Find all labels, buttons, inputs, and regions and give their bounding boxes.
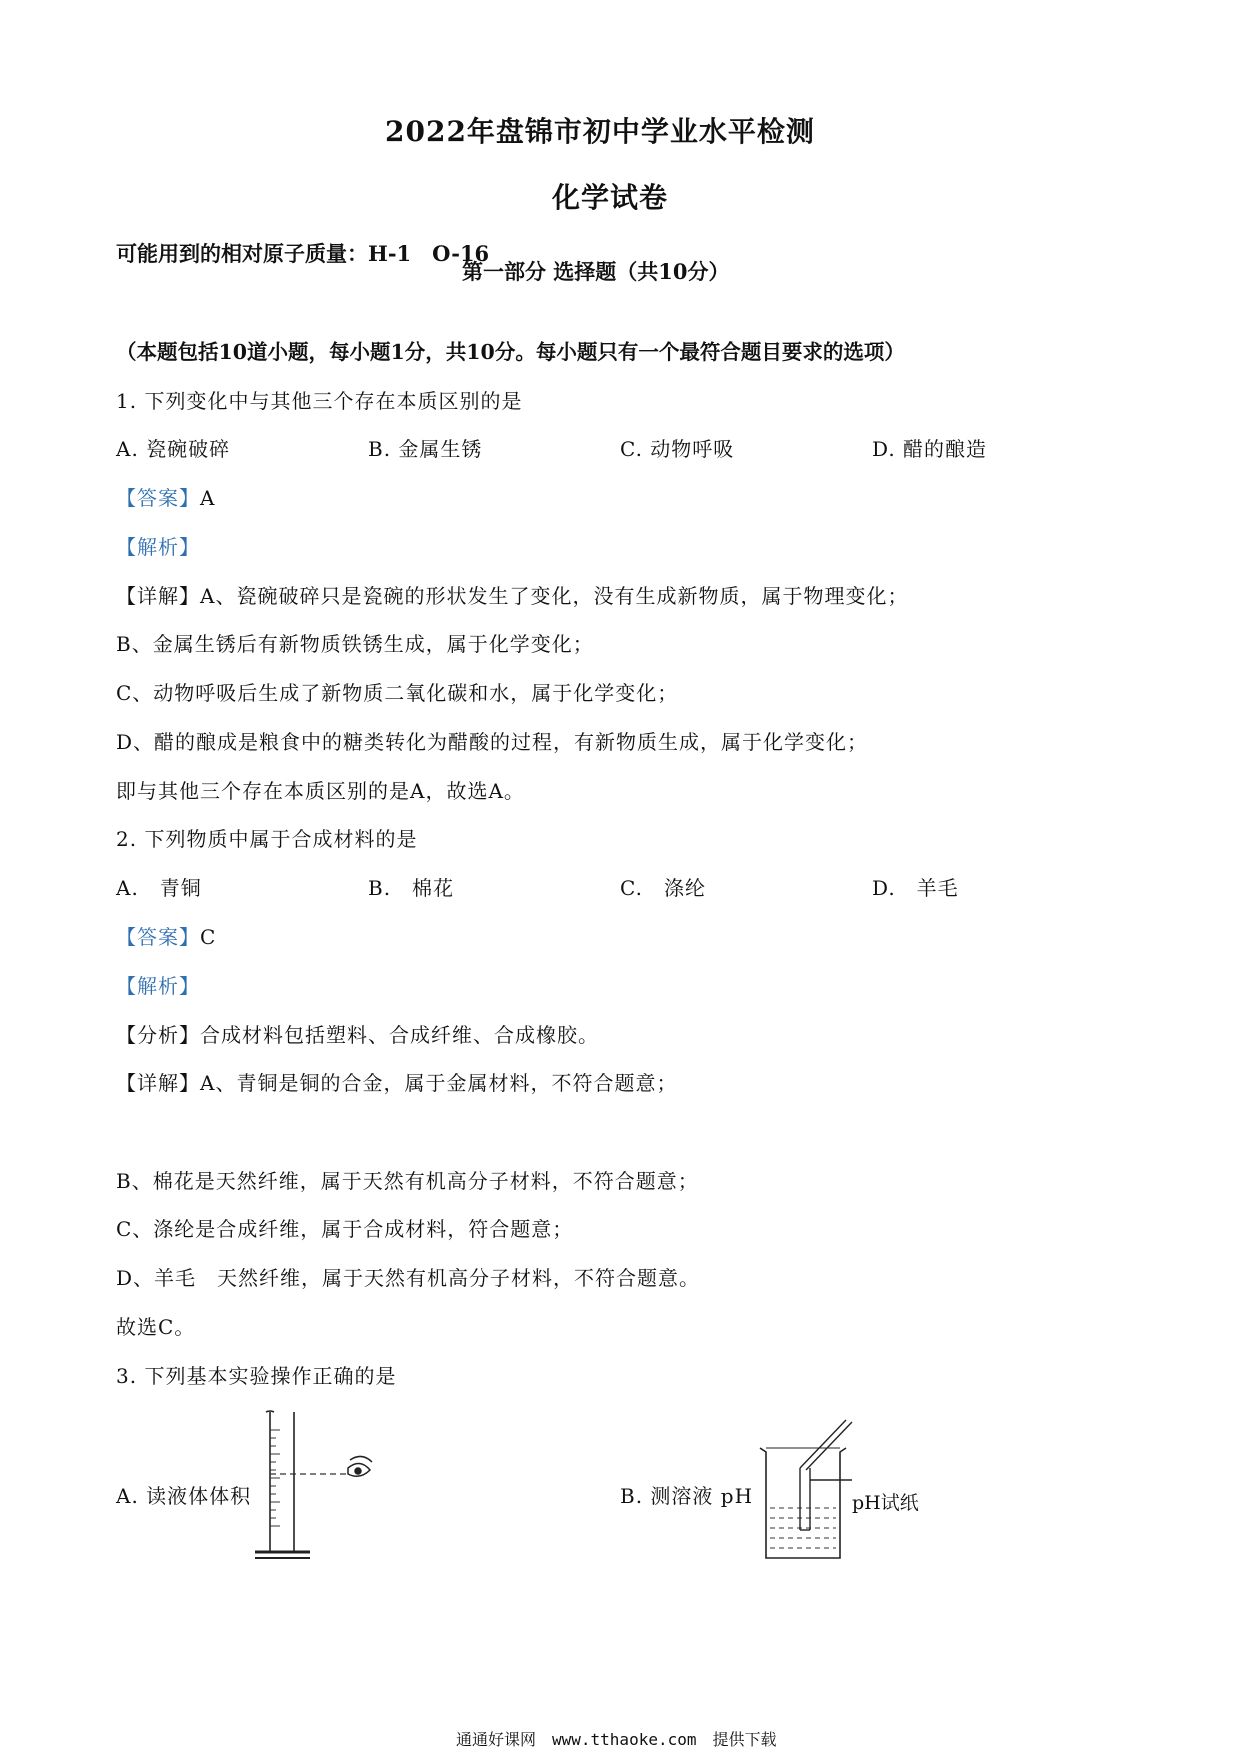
q1-stem: 1. 下列变化中与其他三个存在本质区别的是 [116,389,523,413]
q2-option-b: B. 棉花 [368,876,455,900]
q1-detail-a-line [116,580,908,609]
q2-fenxi: 合成材料包括塑料、合成纤维、合成橡胶。 [200,1023,599,1047]
q1-answer-tag: 【答案】 [116,486,200,510]
q2-answer-tag: 【答案】 [116,925,200,949]
q2-stem: 2. 下列物质中属于合成材料的是 [116,827,418,851]
q3-option-a: A. 读液体体积 [116,1484,252,1508]
q3-stem: 3. 下列基本实验操作正确的是 [116,1364,397,1388]
q2-conclusion: 故选C。 [116,1315,196,1339]
q2-analysis-tag: 【解析】 [116,974,200,998]
q2-detail-a: A、青铜是铜的合金，属于金属材料，不符合题意； [200,1071,678,1095]
part-title: 第一部分 选择题（共10分） [462,259,730,284]
q2-option-d: D. 羊毛 [872,876,959,900]
q1-option-b: B. 金属生锈 [368,437,483,461]
q2-answer-line [116,921,216,950]
ph-paper-label: pH试纸 [852,1492,919,1514]
q2-detail-c: C、涤纶是合成纤维，属于合成材料，符合题意； [116,1217,574,1241]
q1-option-a: A. 瓷碗破碎 [116,437,231,461]
q1-conclusion: 即与其他三个存在本质区别的是A，故选A。 [116,779,525,803]
q2-detail-d: D、羊毛 天然纤维，属于天然有机高分子材料，不符合题意。 [116,1266,701,1290]
q2-detail-tag: 【详解】 [116,1071,200,1095]
eye-icon [348,1456,372,1476]
q1-answer-line [116,482,215,511]
q2-detail-a-line [116,1067,677,1096]
q1-analysis-tag: 【解析】 [116,535,200,559]
q1-detail-a: A、瓷碗破碎只是瓷碗的形状发生了变化，没有生成新物质，属于物理变化； [200,584,909,608]
q1-detail-tag: 【详解】 [116,584,200,608]
part-note: （本题包括10道小题，每小题1分，共10分。每小题只有一个最符合题目要求的选项） [116,340,905,364]
q1-detail-c: C、动物呼吸后生成了新物质二氧化碳和水，属于化学变化； [116,681,679,705]
q2-detail-b: B、棉花是天然纤维，属于天然有机高分子材料，不符合题意； [116,1169,699,1193]
q1-option-d: D. 醋的酿造 [872,437,988,461]
q2-option-c: C. 涤纶 [620,876,706,900]
q1-detail-d: D、醋的酿成是粮食中的糖类转化为醋酸的过程，有新物质生成，属于化学变化； [116,730,869,754]
atomic-mass-note: 可能用到的相对原子质量：H-1 O-16 [116,241,490,266]
q2-option-a: A. 青铜 [116,876,202,900]
q2-fenxi-line [116,1019,599,1048]
q2-answer: C [200,925,217,949]
q1-detail-b: B、金属生锈后有新物质铁锈生成，属于化学变化； [116,632,594,656]
graduated-cylinder-illustration [250,1410,380,1570]
q1-answer: A [200,486,216,510]
q2-fenxi-tag: 【分析】 [116,1023,200,1047]
page-subtitle: 化学试卷 [552,181,669,214]
q3-option-b: B. 测溶液 pH [620,1484,754,1508]
q1-option-c: C. 动物呼吸 [620,437,735,461]
page-title: 2022年盘锦市初中学业水平检测 [385,115,815,148]
footer-note: 通通好课网 www.tthaoke.com 提供下载 [456,1730,777,1749]
